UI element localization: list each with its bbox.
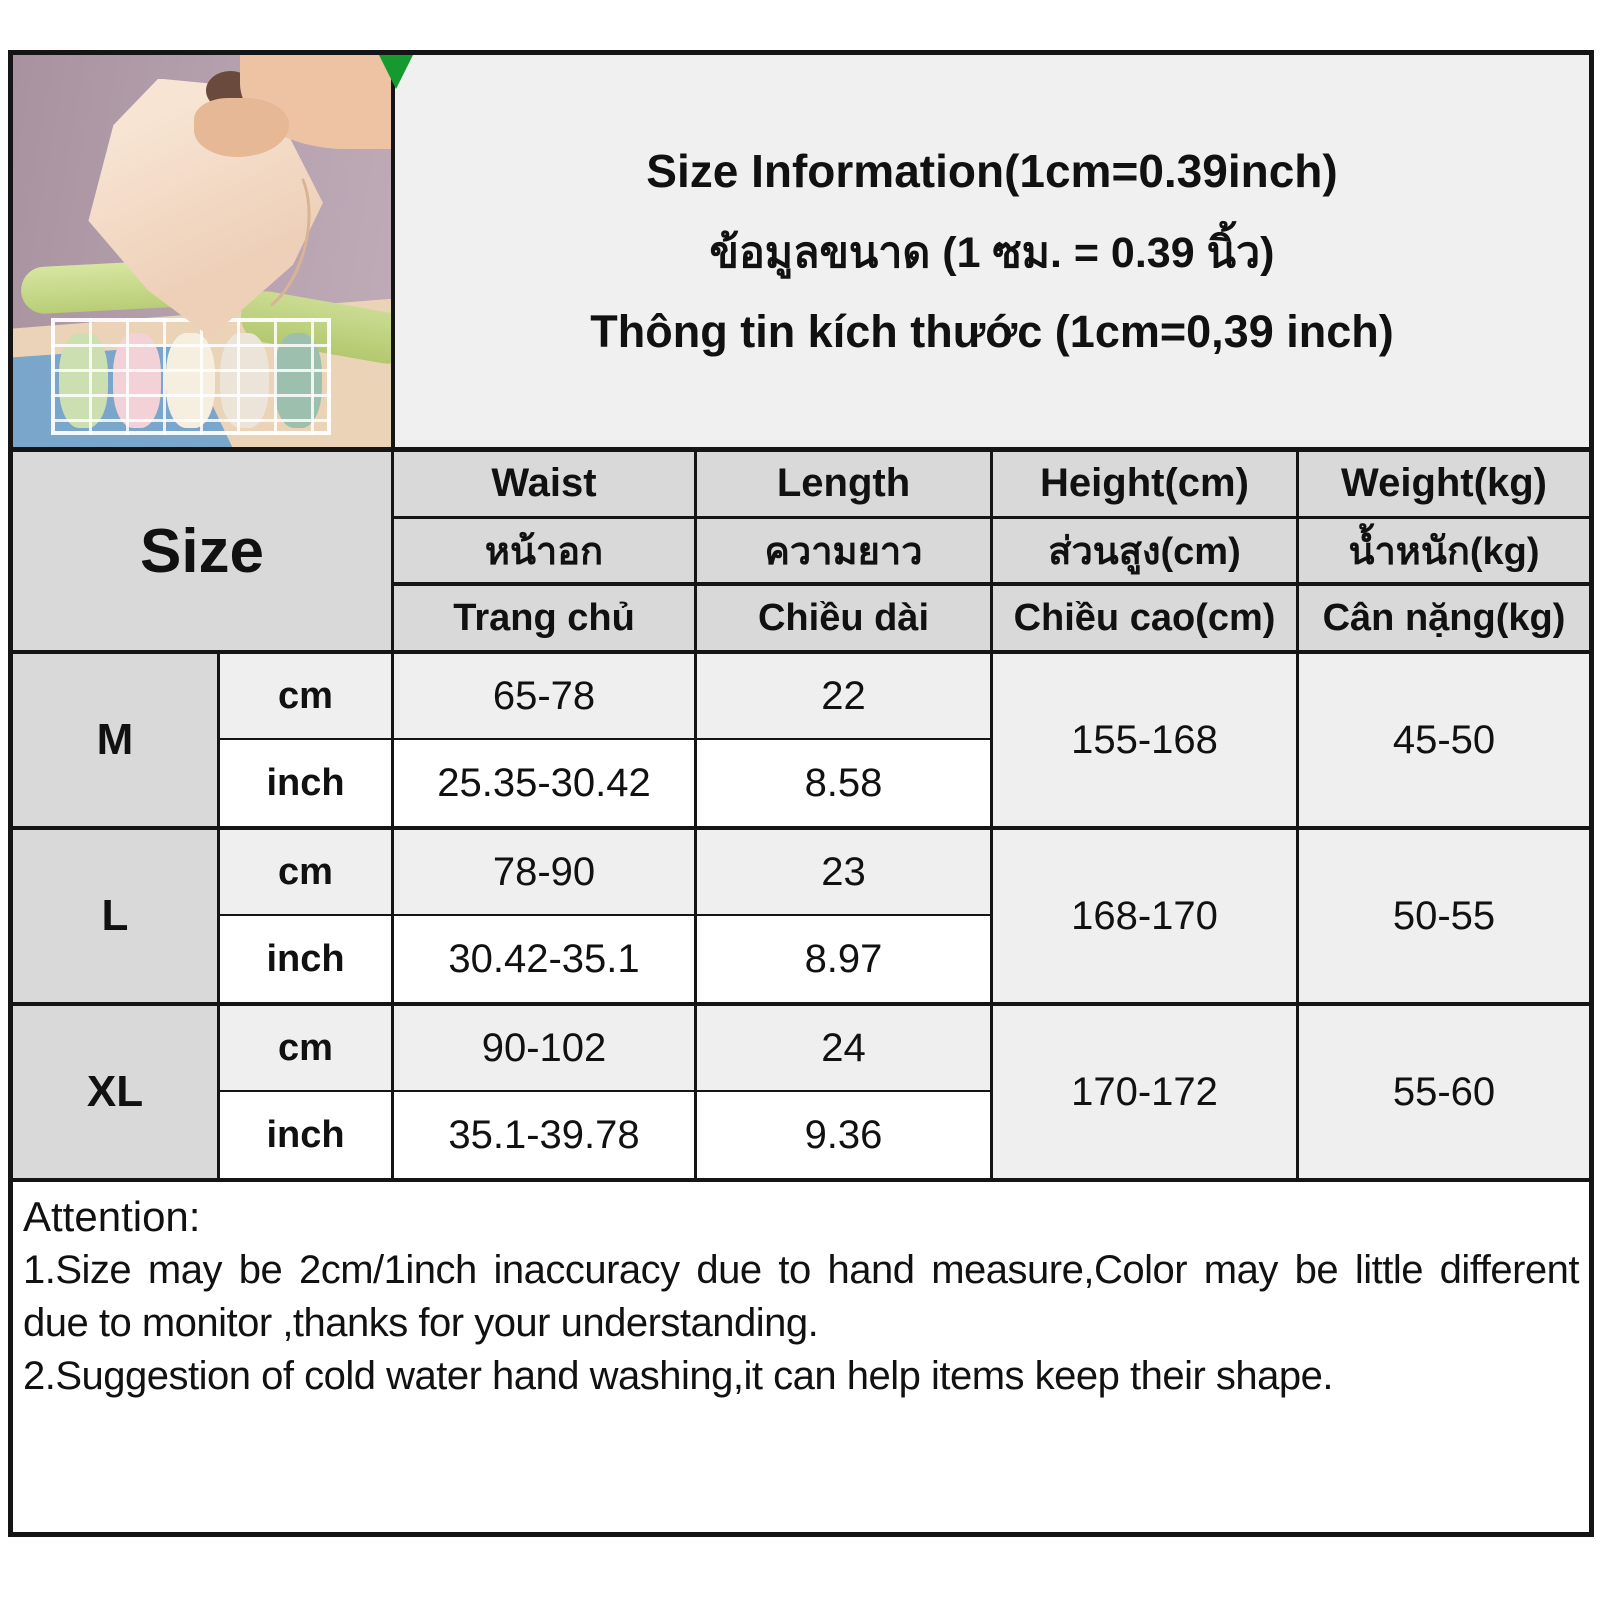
m-weight: 45-50 <box>1296 650 1589 826</box>
size-table <box>13 447 1589 1182</box>
header-col-waist <box>391 452 694 650</box>
header-length-th: ความยาว <box>697 516 990 583</box>
size-chart-sheet <box>8 50 1594 1537</box>
header-weight-th: น้ำหนัก(kg) <box>1299 516 1589 583</box>
l-height: 168-170 <box>990 826 1296 1002</box>
header-waist-en: Waist <box>394 452 694 516</box>
xl-inch-waist: 35.1-39.78 <box>391 1090 694 1178</box>
top-banner <box>13 55 1589 447</box>
xl-inch-length: 9.36 <box>694 1090 990 1178</box>
title-thai: ข้อมูลขนาด (1 ซม. = 0.39 นิ้ว) <box>709 229 1275 277</box>
xl-cm-waist: 90-102 <box>391 1002 694 1090</box>
header-height-en: Height(cm) <box>993 452 1296 516</box>
size-xl-label: XL <box>13 1002 217 1178</box>
header-waist-vi: Trang chủ <box>394 582 694 650</box>
l-cm-length: 23 <box>694 826 990 914</box>
xl-inch-unit: inch <box>217 1090 391 1178</box>
l-weight: 50-55 <box>1296 826 1589 1002</box>
xl-weight: 55-60 <box>1296 1002 1589 1178</box>
m-cm-length: 22 <box>694 650 990 738</box>
attention-section <box>13 1182 1589 1532</box>
attention-note-1: 1.Size may be 2cm/1inch inaccuracy due to hand measure,Color may be little different due to monitor ,thanks for your understanding. <box>23 1248 1579 1345</box>
l-inch-length: 8.97 <box>694 914 990 1002</box>
m-cm-unit: cm <box>217 650 391 738</box>
attention-heading: Attention: <box>23 1193 201 1240</box>
m-height: 155-168 <box>990 650 1296 826</box>
size-l-label: L <box>13 826 217 1002</box>
m-inch-waist: 25.35-30.42 <box>391 738 694 826</box>
l-cm-waist: 78-90 <box>391 826 694 914</box>
l-cm-unit: cm <box>217 826 391 914</box>
title-block <box>395 55 1589 447</box>
header-col-length <box>694 452 990 650</box>
product-photo <box>13 55 395 447</box>
xl-cm-length: 24 <box>694 1002 990 1090</box>
photo-wire-basket <box>51 318 331 436</box>
header-length-vi: Chiều dài <box>697 582 990 650</box>
attention-note-2: 2.Suggestion of cold water hand washing,it can help items keep their shape. <box>23 1354 1333 1398</box>
header-height-th: ส่วนสูง(cm) <box>993 516 1296 583</box>
l-inch-unit: inch <box>217 914 391 1002</box>
xl-height: 170-172 <box>990 1002 1296 1178</box>
size-m-label: M <box>13 650 217 826</box>
header-weight-en: Weight(kg) <box>1299 452 1589 516</box>
header-length-en: Length <box>697 452 990 516</box>
l-inch-waist: 30.42-35.1 <box>391 914 694 1002</box>
xl-cm-unit: cm <box>217 1002 391 1090</box>
m-inch-unit: inch <box>217 738 391 826</box>
title-english: Size Information(1cm=0.39inch) <box>646 145 1338 197</box>
m-inch-length: 8.58 <box>694 738 990 826</box>
title-vietnamese: Thông tin kích thước (1cm=0,39 inch) <box>590 306 1394 357</box>
header-weight-vi: Cân nặng(kg) <box>1299 582 1589 650</box>
header-waist-th: หน้าอก <box>394 516 694 583</box>
header-col-height <box>990 452 1296 650</box>
m-cm-waist: 65-78 <box>391 650 694 738</box>
photo-basket-wires <box>51 318 331 436</box>
header-height-vi: Chiều cao(cm) <box>993 582 1296 650</box>
header-col-weight <box>1296 452 1589 650</box>
header-size: Size <box>13 452 391 650</box>
